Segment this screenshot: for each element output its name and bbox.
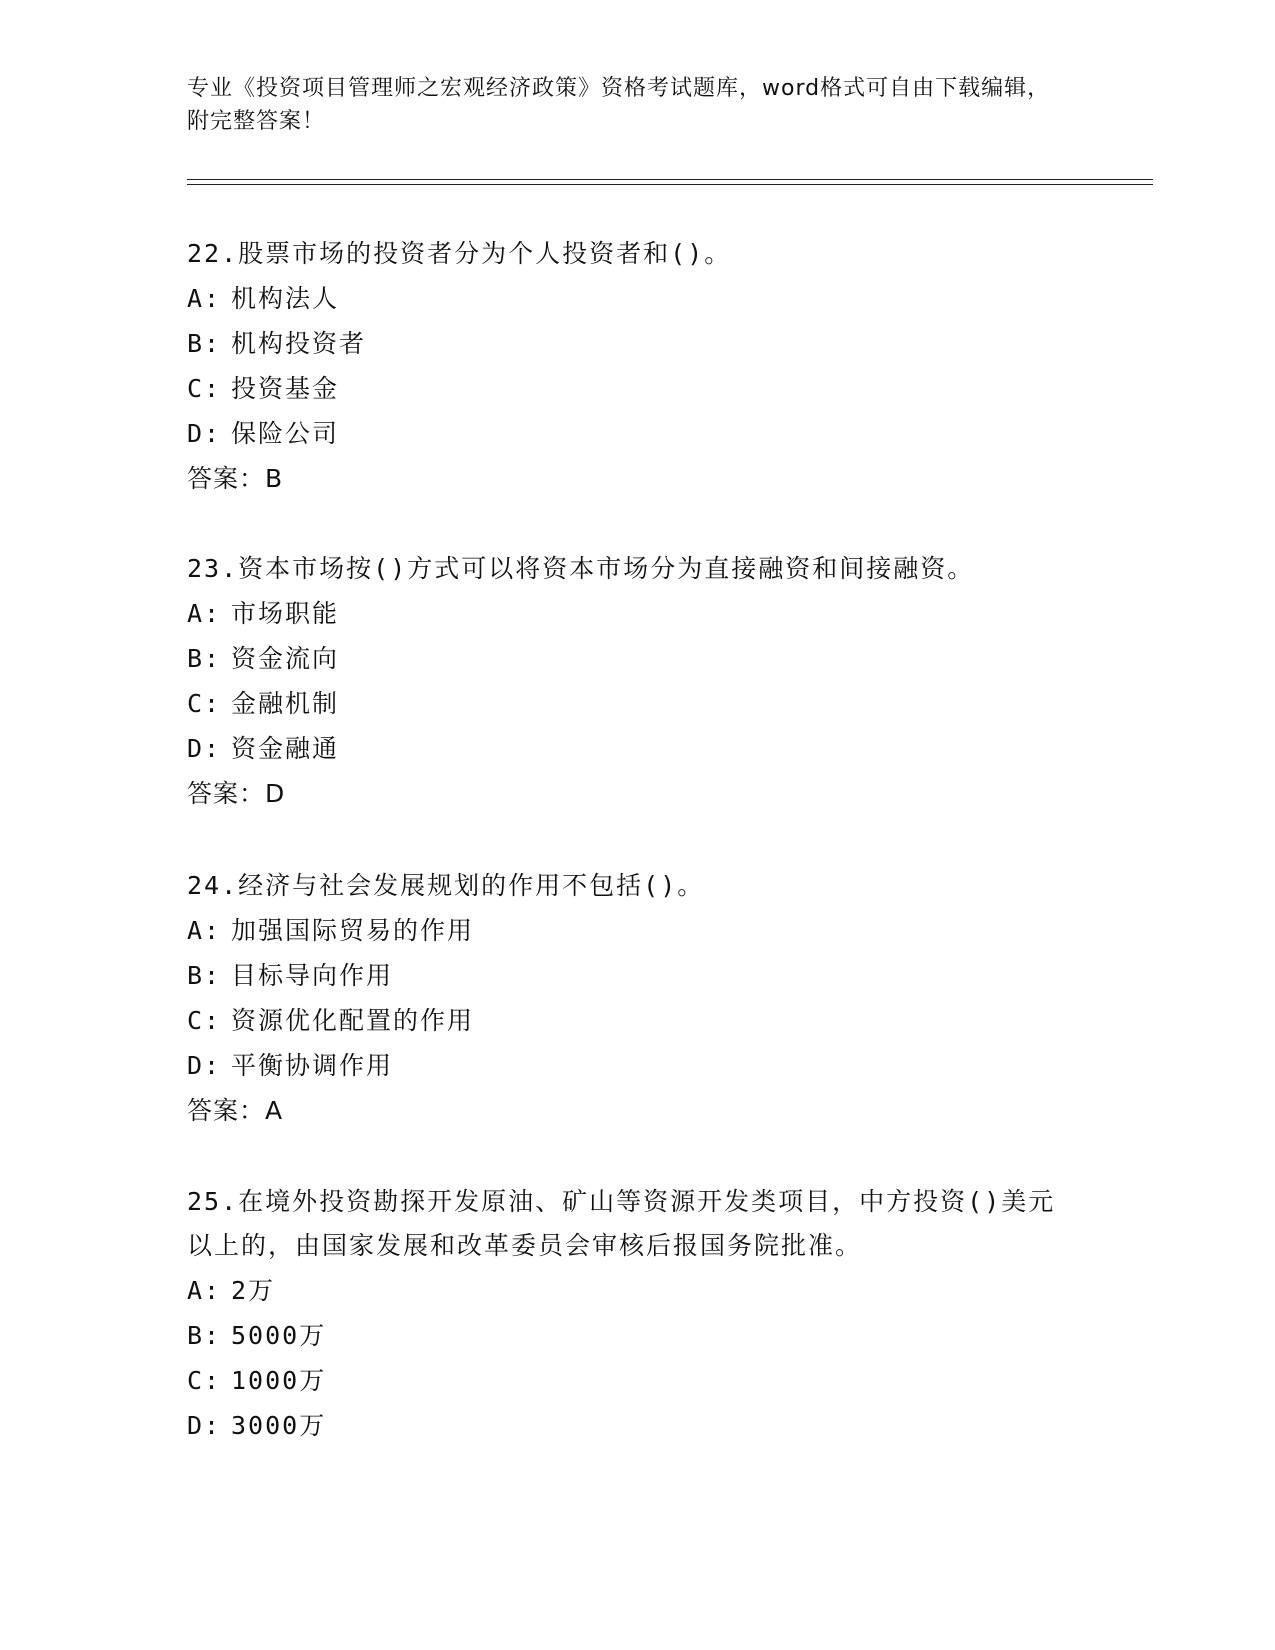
- option-text: 2万: [231, 1276, 276, 1305]
- option-c: [187, 366, 1087, 411]
- document-intro: 专业《投资项目管理师之宏观经济政策》资格考试题库，word格式可自由下载编辑，附完整答案！: [187, 76, 1051, 134]
- option-letter: C:: [187, 1366, 222, 1395]
- answer-line: 答案：A: [187, 1096, 284, 1125]
- option-c: [187, 681, 1087, 726]
- option-letter: B:: [187, 329, 222, 358]
- option-text: 3000万: [231, 1411, 327, 1440]
- option-letter: B:: [187, 961, 222, 990]
- option-b: [187, 321, 1087, 366]
- option-letter: C:: [187, 374, 222, 403]
- option-text: 资源优化配置的作用: [231, 1006, 475, 1035]
- option-letter: D:: [187, 1051, 222, 1080]
- question-23: [187, 547, 1087, 816]
- option-text: 金融机制: [231, 689, 340, 718]
- option-a: [187, 276, 1087, 321]
- answer-line: 答案：D: [187, 779, 286, 808]
- option-text: 资金流向: [231, 644, 340, 673]
- question-25: [187, 1180, 1077, 1448]
- option-letter: D:: [187, 419, 222, 448]
- option-text: 保险公司: [231, 419, 340, 448]
- header-divider-top: [187, 179, 1153, 180]
- option-letter: C:: [187, 689, 222, 718]
- option-letter: A:: [187, 599, 222, 628]
- question-stem: 23.资本市场按()方式可以将资本市场分为直接融资和间接融资。: [187, 554, 975, 583]
- question-22: [187, 232, 1087, 501]
- option-text: 机构法人: [231, 284, 340, 313]
- option-text: 5000万: [231, 1321, 327, 1350]
- option-c: [187, 998, 1087, 1043]
- option-a: [187, 591, 1087, 636]
- option-b: [187, 1313, 1077, 1358]
- option-text: 资金融通: [231, 734, 340, 763]
- option-text: 机构投资者: [231, 329, 367, 358]
- option-letter: B:: [187, 644, 222, 673]
- answer-line: 答案：B: [187, 464, 284, 493]
- option-letter: A:: [187, 284, 222, 313]
- option-d: [187, 726, 1087, 771]
- option-b: [187, 636, 1087, 681]
- option-text: 投资基金: [231, 374, 340, 403]
- option-text: 1000万: [231, 1366, 327, 1395]
- header-divider-bottom: [187, 184, 1153, 185]
- question-24: [187, 864, 1087, 1133]
- option-a: [187, 1268, 1077, 1313]
- question-stem: 22.股票市场的投资者分为个人投资者和()。: [187, 239, 732, 268]
- option-text: 目标导向作用: [231, 961, 394, 990]
- option-a: [187, 908, 1087, 953]
- option-d: [187, 1403, 1077, 1448]
- option-letter: A:: [187, 916, 222, 945]
- option-d: [187, 1043, 1087, 1088]
- question-stem: 24.经济与社会发展规划的作用不包括()。: [187, 871, 705, 900]
- option-text: 市场职能: [231, 599, 340, 628]
- option-letter: D:: [187, 1411, 222, 1440]
- option-letter: D:: [187, 734, 222, 763]
- option-letter: C:: [187, 1006, 222, 1035]
- option-c: [187, 1358, 1077, 1403]
- option-letter: A:: [187, 1276, 222, 1305]
- option-letter: B:: [187, 1321, 222, 1350]
- option-text: 加强国际贸易的作用: [231, 916, 475, 945]
- question-stem: 25.在境外投资勘探开发原油、矿山等资源开发类项目，中方投资()美元以上的，由国家发展和改革委员会审核后报国务院批准。: [187, 1187, 1056, 1260]
- option-d: [187, 411, 1087, 456]
- option-b: [187, 953, 1087, 998]
- option-text: 平衡协调作用: [231, 1051, 394, 1080]
